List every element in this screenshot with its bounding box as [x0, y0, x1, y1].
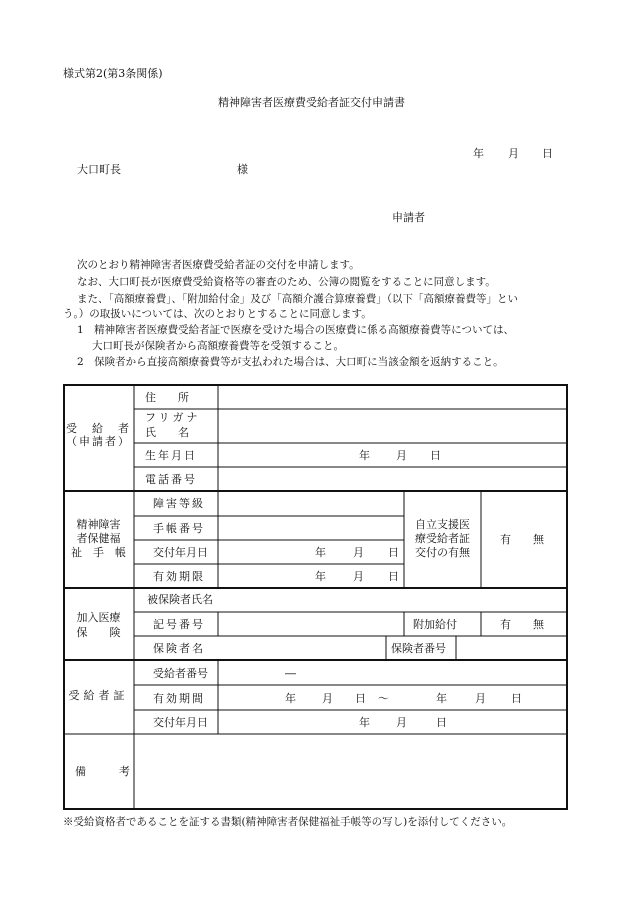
addressee-name: 大口町長	[77, 163, 121, 176]
row-birthdate-label: 生年月日	[145, 449, 197, 462]
row-insured-name-label: 被保険者氏名	[147, 593, 213, 606]
valid-period-start-year: 年	[285, 692, 296, 705]
cert-issue-date-day: 日	[436, 716, 447, 729]
cert-issue-date-month: 月	[396, 716, 407, 729]
date-year-label: 年	[473, 147, 484, 160]
row-cert-issue-date-label: 交付年月日	[153, 716, 208, 729]
valid-period-end-month: 月	[475, 692, 486, 705]
footnote: ※受給資格者であることを証する書類(精神障害者保健福祉手帳等の写し)を添付してください。	[63, 816, 513, 828]
row-furigana-label: フリガナ	[145, 411, 201, 424]
section-insurance-label: 加入医療 保 険	[76, 611, 121, 639]
section-certificate-label: 受給者証	[68, 689, 129, 702]
additional-benefit-no-option: 無	[533, 618, 544, 631]
section-disability-label: 精神障害 者保健福 祉 手 帳	[71, 518, 126, 559]
insurer-number-label: 保険者番号	[391, 642, 446, 655]
date-day-label: 日	[542, 147, 553, 160]
applicant-label: 申請者	[392, 211, 425, 224]
valid-until-year: 年	[315, 570, 326, 583]
additional-benefit-label: 附加給付	[413, 618, 457, 631]
form-number: 様式第2(第3条関係)	[63, 67, 163, 80]
birthdate-day: 日	[430, 449, 441, 462]
self-support-no-option: 無	[533, 533, 544, 546]
issue-date-month: 月	[353, 546, 364, 559]
addressee-honorific: 様	[237, 163, 248, 176]
additional-benefit-yes-option: 有	[500, 618, 511, 631]
row-recipient-number-label: 受給者番号	[153, 667, 208, 680]
self-support-yes-option: 有	[500, 533, 511, 546]
body-paragraph-3-line-1: また、「高額療養費」、「附加給付金」及び「高額介護合算療養費」（以下「高額療養費等」とい	[77, 293, 518, 305]
body-paragraph-3-line-2: う。）の取扱いについては、次のとおりとすることに同意します。	[63, 308, 372, 320]
consent-item-2: 2 保険者から直接高額療養費等が支払われた場合は、大口町に当該金額を返納すること。	[77, 356, 504, 368]
valid-until-day: 日	[388, 570, 399, 583]
row-valid-until-label: 有効期限	[153, 570, 205, 583]
row-handbook-number-label: 手帳番号	[153, 522, 205, 535]
valid-period-tilde: ～	[378, 692, 389, 705]
cert-issue-date-year: 年	[359, 716, 370, 729]
row-symbol-number-label: 記号番号	[153, 618, 205, 631]
date-month-label: 月	[508, 147, 519, 160]
issue-date-year: 年	[315, 546, 326, 559]
table-grid-lines	[63, 384, 568, 810]
valid-period-end-day: 日	[511, 692, 522, 705]
recipient-number-dash: ―	[285, 667, 296, 680]
body-paragraph-2: なお、大口町長が医療費受給資格等の審査のため、公簿の閲覧をすることに同意します。	[77, 276, 496, 288]
row-valid-period-label: 有効期間	[153, 692, 205, 705]
row-issue-date-label: 交付年月日	[153, 546, 208, 559]
form-title: 精神障害者医療費受給者証交付申請書	[218, 96, 405, 109]
body-paragraph-1: 次のとおり精神障害者医療費受給者証の交付を申請します。	[77, 259, 360, 271]
row-phone-label: 電話番号	[145, 473, 197, 486]
consent-item-1-line-2: 大口町長が保険者から高額療養費等を受領すること。	[92, 340, 344, 352]
self-support-certificate-label: 自立支援医 療受給者証 交付の有無	[415, 518, 470, 559]
row-name-label: 氏 名	[145, 426, 189, 439]
row-grade-label: 障害等級	[153, 497, 205, 510]
row-insurer-name-label: 保険者名	[153, 642, 205, 655]
section-remarks-label: 備 考	[75, 765, 130, 778]
section-recipient-label: 受 給 者 （申請者）	[66, 422, 131, 448]
row-address-label: 住 所	[145, 391, 189, 404]
consent-item-1-line-1: 1 精神障害者医療費受給者証で医療を受けた場合の医療費に係る高額療養費等については、	[77, 324, 514, 336]
birthdate-month: 月	[396, 449, 407, 462]
valid-period-start-day: 日	[355, 692, 366, 705]
valid-until-month: 月	[353, 570, 364, 583]
valid-period-start-month: 月	[322, 692, 333, 705]
birthdate-year: 年	[359, 449, 370, 462]
issue-date-day: 日	[388, 546, 399, 559]
valid-period-end-year: 年	[436, 692, 447, 705]
application-table	[63, 384, 568, 810]
